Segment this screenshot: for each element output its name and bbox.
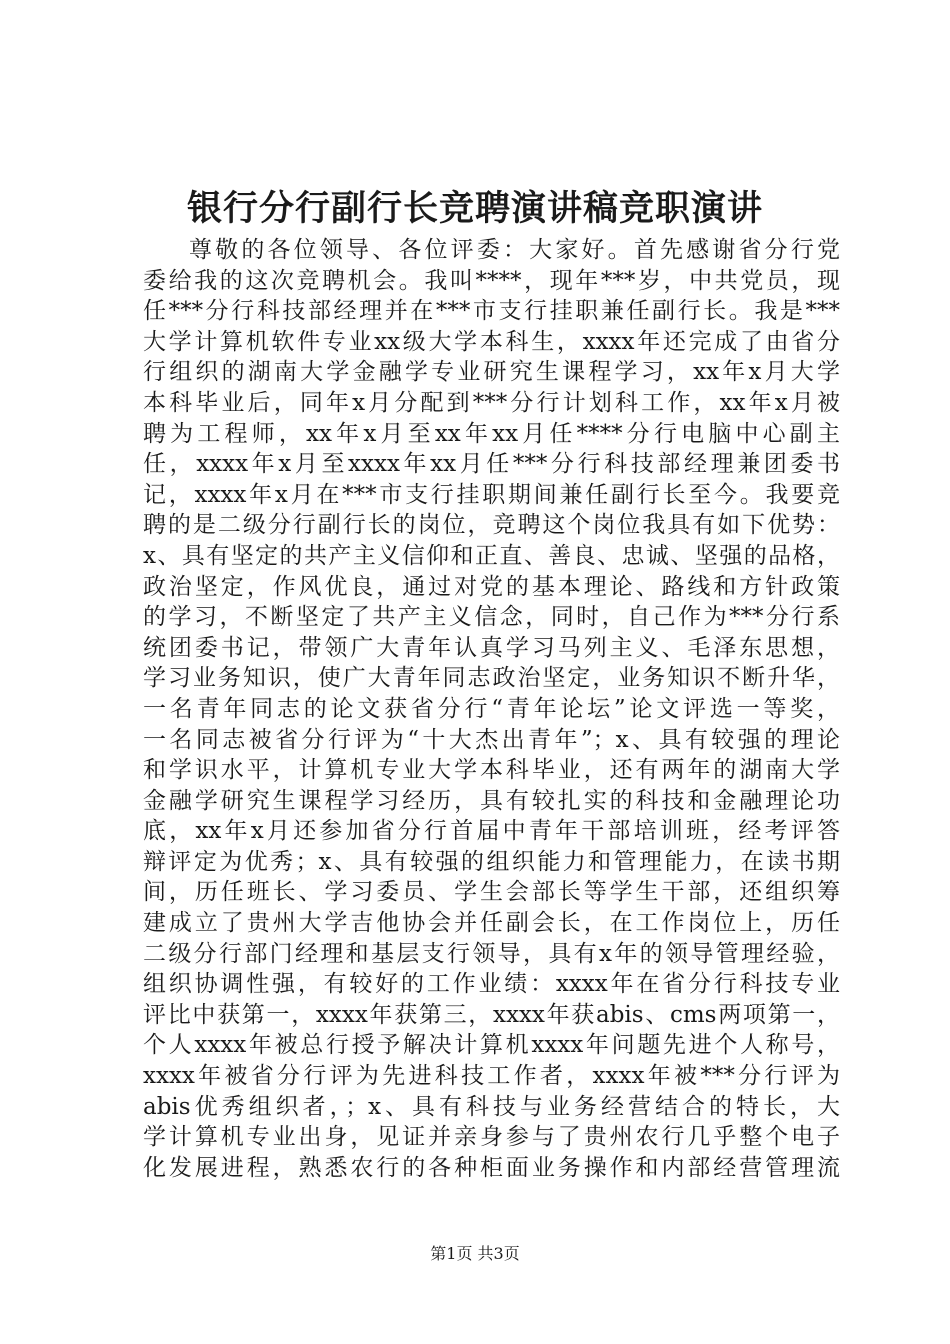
body-line: 组织协调性强，有较好的工作业绩：xxxx年在省分行科技专业 <box>143 971 840 998</box>
document-body <box>143 235 840 1183</box>
body-line: 任***分行科技部经理并在***市支行挂职兼任副行长。我是*** <box>143 298 840 325</box>
body-line: 聘为工程师，xx年x月至xx年xx月任****分行电脑中心副主 <box>143 420 840 447</box>
body-line: 金融学研究生课程学习经历，具有较扎实的科技和金融理论功 <box>143 787 840 814</box>
body-line: 个人xxxx年被总行授予解决计算机xxxx年问题先进个人称号， <box>143 1032 840 1059</box>
body-line: x、具有坚定的共产主义信仰和正直、善良、忠诚、坚强的品格， <box>143 542 840 569</box>
body-line: 政治坚定，作风优良，通过对党的基本理论、路线和方针政策 <box>143 573 840 600</box>
body-line: 学计算机专业出身，见证并亲身参与了贵州农行几乎整个电子 <box>143 1124 840 1151</box>
body-line: 尊敬的各位领导、各位评委：大家好。首先感谢省分行党 <box>189 237 840 263</box>
body-line: 学习业务知识，使广大青年同志政治坚定，业务知识不断升华， <box>143 665 840 692</box>
body-line: 行组织的湖南大学金融学专业研究生课程学习，xx年x月大学 <box>143 359 840 386</box>
body-line: 二级分行部门经理和基层支行领导，具有x年的领导管理经验， <box>143 940 840 967</box>
body-line: 本科毕业后，同年x月分配到***分行计划科工作，xx年x月被 <box>143 389 840 416</box>
page-number-footer: 第1页 共3页 <box>430 1244 520 1263</box>
body-line: 底，xx年x月还参加省分行首届中青年干部培训班，经考评答 <box>143 818 840 845</box>
body-line: 大学计算机软件专业xx级大学本科生，xxxx年还完成了由省分 <box>143 328 840 355</box>
body-line: 的学习，不断坚定了共产主义信念，同时，自己作为***分行系 <box>143 604 840 631</box>
body-line: 辩评定为优秀；x、具有较强的组织能力和管理能力，在读书期 <box>143 848 840 875</box>
body-line: 一名青年同志的论文获省分行“青年论坛”论文评选一等奖， <box>143 695 840 722</box>
body-line: 和学识水平，计算机专业大学本科毕业，还有两年的湖南大学 <box>143 757 840 784</box>
body-line: 建成立了贵州大学吉他协会并任副会长，在工作岗位上，历任 <box>143 910 840 937</box>
body-line: 记，xxxx年x月在***市支行挂职期间兼任副行长至今。我要竞 <box>143 481 840 508</box>
body-line: 聘的是二级分行副行长的岗位，竞聘这个岗位我具有如下优势： <box>143 512 840 539</box>
body-line: xxxx年被省分行评为先进科技工作者，xxxx年被***分行评为 <box>143 1063 840 1090</box>
body-line: 一名同志被省分行评为“十大杰出青年”；x、具有较强的理论 <box>143 726 840 753</box>
body-line: 统团委书记，带领广大青年认真学习马列主义、毛泽东思想， <box>143 634 840 661</box>
body-line: abis优秀组织者，；x、具有科技与业务经营结合的特长，大 <box>143 1093 840 1120</box>
body-line: 评比中获第一，xxxx年获第三，xxxx年获abis、cms两项第一， <box>143 1001 840 1028</box>
body-line: 委给我的这次竞聘机会。我叫****，现年***岁，中共党员，现 <box>143 267 840 294</box>
document-title: 银行分行副行长竞聘演讲稿竞职演讲 <box>186 188 763 229</box>
body-line: 任，xxxx年x月至xxxx年xx月任***分行科技部经理兼团委书 <box>143 451 840 478</box>
body-line: 间，历任班长、学习委员、学生会部长等学生干部，还组织筹 <box>143 879 840 906</box>
body-line: 化发展进程，熟悉农行的各种柜面业务操作和内部经营管理流 <box>143 1154 840 1181</box>
